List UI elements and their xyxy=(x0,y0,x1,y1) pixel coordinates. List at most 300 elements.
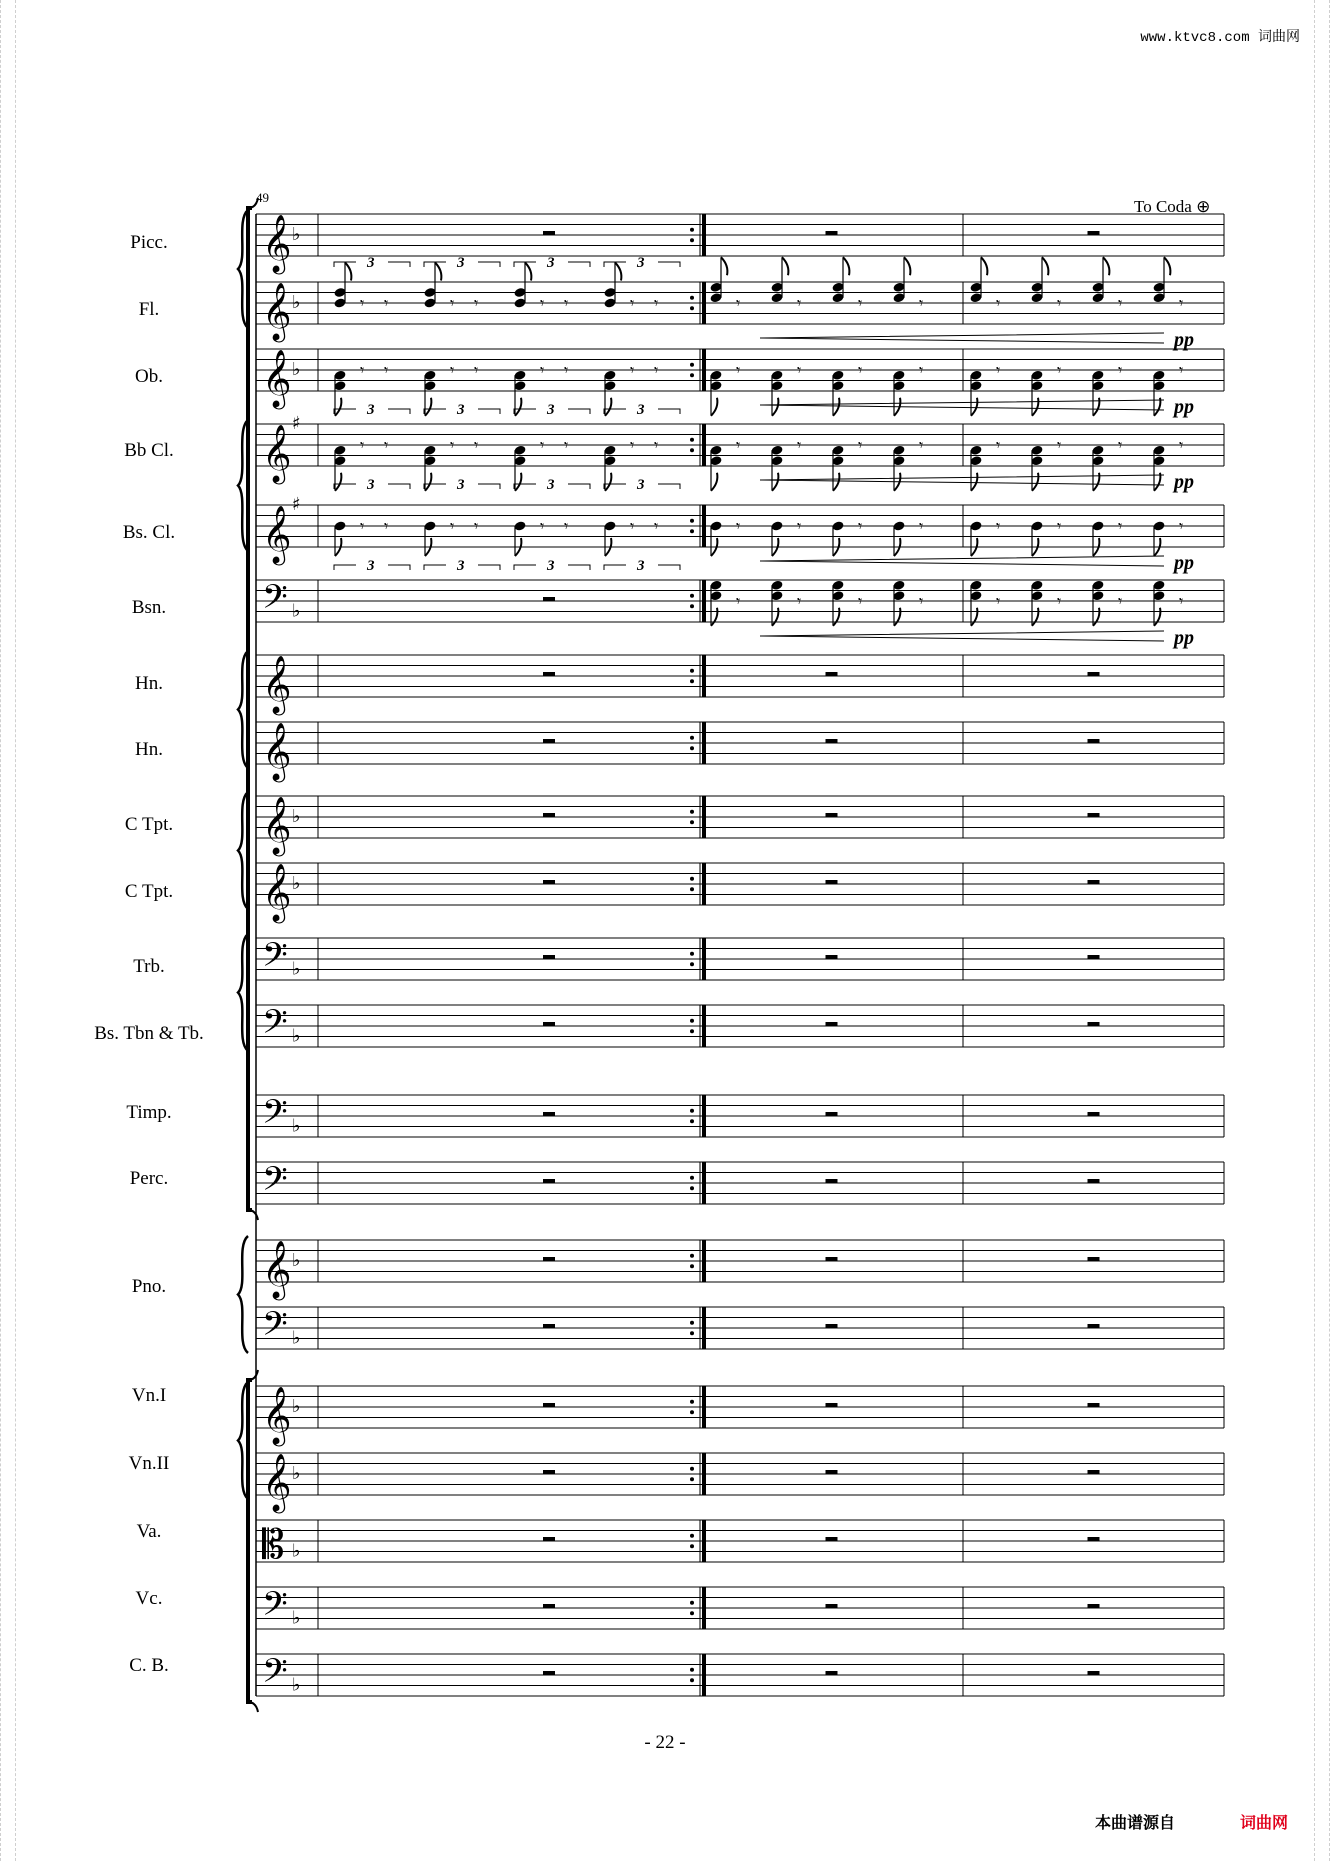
eighth-rest: 𝄾 xyxy=(450,516,455,536)
measure-rest xyxy=(543,739,555,743)
flat-icon: ♭ xyxy=(292,1607,301,1629)
eighth-rest: 𝄾 xyxy=(858,435,863,455)
footer-site-logo: 词曲网 xyxy=(1240,1813,1289,1832)
active-part xyxy=(333,435,1194,493)
treble-clef-icon: 𝄞 xyxy=(262,1386,292,1444)
eighth-rest: 𝄾 xyxy=(1179,293,1184,313)
note-flag xyxy=(435,263,441,281)
eighth-rest: 𝄾 xyxy=(384,360,389,380)
staff xyxy=(256,655,1224,716)
staff xyxy=(256,1161,1224,1207)
eighth-rest: 𝄾 xyxy=(736,591,741,611)
eighth-rest: 𝄾 xyxy=(654,360,659,380)
note-flag xyxy=(1164,257,1170,275)
instrument-label: Fl. xyxy=(138,299,160,320)
eighth-rest: 𝄾 xyxy=(797,435,802,455)
measure-rest xyxy=(826,1257,838,1261)
measure-rest xyxy=(1088,1179,1100,1183)
eighth-rest: 𝄾 xyxy=(360,516,365,536)
note-flag xyxy=(971,398,977,416)
measure-rest xyxy=(543,1022,555,1026)
tuplet-number: 3 xyxy=(367,477,375,493)
note-flag xyxy=(605,473,611,491)
note-flag xyxy=(981,257,987,275)
tuplet-number: 3 xyxy=(547,255,555,271)
page-number: - 22 - xyxy=(644,1732,686,1753)
measure-rest xyxy=(543,813,555,817)
measure-rest xyxy=(1088,672,1100,676)
instrument-label: Pno. xyxy=(131,1276,167,1297)
measure-rest xyxy=(1088,1022,1100,1026)
eighth-rest: 𝄾 xyxy=(736,516,741,536)
repeat-dot xyxy=(690,238,694,242)
treble-clef-icon: 𝄞 xyxy=(262,796,292,854)
repeat-dot xyxy=(690,1477,694,1481)
repeat-dot xyxy=(690,1019,694,1023)
active-part xyxy=(333,516,1194,574)
eighth-rest: 𝄾 xyxy=(450,293,455,313)
tuplet-number: 3 xyxy=(637,477,645,493)
repeat-dot xyxy=(690,746,694,750)
measure-rest xyxy=(543,1470,555,1474)
tuplet-number: 3 xyxy=(457,477,465,493)
repeat-dot xyxy=(690,519,694,523)
eighth-rest: 𝄾 xyxy=(858,591,863,611)
eighth-rest: 𝄾 xyxy=(1057,293,1062,313)
measure-rest xyxy=(1088,1537,1100,1541)
note-flag xyxy=(345,263,351,281)
eighth-rest: 𝄾 xyxy=(919,591,924,611)
measure-rest xyxy=(826,1403,838,1407)
eighth-rest: 𝄾 xyxy=(736,360,741,380)
flat-icon: ♭ xyxy=(292,1327,301,1349)
measure-rest xyxy=(826,1671,838,1675)
tuplet-number: 3 xyxy=(367,255,375,271)
eighth-rest: 𝄾 xyxy=(360,360,365,380)
eighth-rest: 𝄾 xyxy=(736,293,741,313)
staff-pair-brace xyxy=(238,1236,248,1353)
measure-rest xyxy=(1088,1324,1100,1328)
flat-icon: ♭ xyxy=(292,1674,301,1696)
note-flag xyxy=(525,263,531,281)
measure-rest xyxy=(543,1324,555,1328)
repeat-dot xyxy=(690,810,694,814)
eighth-rest: 𝄾 xyxy=(1118,293,1123,313)
note-flag xyxy=(515,398,521,416)
eighth-rest: 𝄾 xyxy=(1118,360,1123,380)
sharp-icon: ♯ xyxy=(292,413,301,434)
flat-icon: ♭ xyxy=(292,1025,301,1047)
note-flag xyxy=(1103,257,1109,275)
eighth-rest: 𝄾 xyxy=(474,360,479,380)
eighth-rest: 𝄾 xyxy=(630,293,635,313)
note-flag xyxy=(335,473,341,491)
note-flag xyxy=(971,473,977,491)
instrument-label: Vn.II xyxy=(128,1453,170,1474)
repeat-dot xyxy=(690,820,694,824)
measure-rest xyxy=(543,597,555,601)
flat-icon: ♭ xyxy=(292,873,301,894)
eighth-rest: 𝄾 xyxy=(919,435,924,455)
instrument-label: Vn.I xyxy=(131,1385,167,1406)
tuplet-number: 3 xyxy=(637,558,645,574)
note-flag xyxy=(1032,473,1038,491)
instrument-label: Perc. xyxy=(129,1168,169,1189)
note-flag xyxy=(843,257,849,275)
note-flag xyxy=(711,473,717,491)
eighth-rest: 𝄾 xyxy=(564,360,569,380)
repeat-dot xyxy=(690,1119,694,1123)
staff xyxy=(256,214,1224,275)
note-flag xyxy=(782,257,788,275)
flat-icon: ♭ xyxy=(292,1463,301,1484)
eighth-rest: 𝄾 xyxy=(996,591,1001,611)
treble-clef-icon: 𝄞 xyxy=(262,214,292,272)
staff xyxy=(256,1004,1224,1050)
eighth-rest: 𝄾 xyxy=(564,516,569,536)
eighth-rest: 𝄾 xyxy=(540,516,545,536)
repeat-dot xyxy=(690,1264,694,1268)
staff xyxy=(256,1386,1224,1447)
repeat-dot xyxy=(690,962,694,966)
eighth-rest: 𝄾 xyxy=(360,435,365,455)
repeat-dot xyxy=(690,1176,694,1180)
dynamic-marking: pp xyxy=(1174,329,1194,351)
eighth-rest: 𝄾 xyxy=(797,360,802,380)
flat-icon: ♭ xyxy=(292,359,301,380)
note-flag xyxy=(833,473,839,491)
repeat-dot xyxy=(690,296,694,300)
note-flag xyxy=(1093,608,1099,626)
measure-rest xyxy=(826,1324,838,1328)
staff xyxy=(256,863,1224,924)
tuplet-number: 3 xyxy=(457,402,465,418)
eighth-rest: 𝄾 xyxy=(540,293,545,313)
eighth-rest: 𝄾 xyxy=(474,435,479,455)
eighth-rest: 𝄾 xyxy=(996,435,1001,455)
measure-rest xyxy=(1088,955,1100,959)
measure-rest xyxy=(1088,1671,1100,1675)
flat-icon: ♭ xyxy=(292,1250,301,1271)
staff xyxy=(256,1520,1224,1568)
tuplet-number: 3 xyxy=(547,402,555,418)
treble-clef-icon: 𝄞 xyxy=(262,1453,292,1511)
repeat-dot xyxy=(690,1109,694,1113)
repeat-dot xyxy=(690,604,694,608)
eighth-rest: 𝄾 xyxy=(360,293,365,313)
instrument-label: Bb Cl. xyxy=(124,440,174,461)
measure-rest xyxy=(543,955,555,959)
measure-rest xyxy=(543,1671,555,1675)
repeat-dot xyxy=(690,1400,694,1404)
dynamic-marking: pp xyxy=(1174,471,1194,493)
instrument-label: Bsn. xyxy=(131,597,167,618)
eighth-rest: 𝄾 xyxy=(1118,516,1123,536)
measure-rest xyxy=(1088,1403,1100,1407)
dynamic-marking: pp xyxy=(1174,552,1194,574)
footer-source-text: 本曲谱源自 xyxy=(1095,1813,1176,1832)
tuplet-number: 3 xyxy=(637,255,645,271)
tuplet-number: 3 xyxy=(457,558,465,574)
eighth-rest: 𝄾 xyxy=(1179,360,1184,380)
instrument-label: Picc. xyxy=(130,232,168,253)
treble-clef-icon: 𝄞 xyxy=(262,424,292,482)
bass-clef-icon: 𝄢 xyxy=(262,1652,288,1699)
flat-icon: ♭ xyxy=(292,600,301,622)
note-flag xyxy=(615,263,621,281)
eighth-rest: 𝄾 xyxy=(654,516,659,536)
repeat-dot xyxy=(690,448,694,452)
repeat-dot xyxy=(690,438,694,442)
measure-rest xyxy=(826,880,838,884)
tuplet-number: 3 xyxy=(547,477,555,493)
bass-clef-icon: 𝄢 xyxy=(262,1585,288,1632)
treble-clef-icon: 𝄞 xyxy=(262,863,292,921)
repeat-dot xyxy=(690,1678,694,1682)
measure-rest xyxy=(826,955,838,959)
eighth-rest: 𝄾 xyxy=(474,293,479,313)
tuplet-number: 3 xyxy=(637,402,645,418)
flat-icon: ♭ xyxy=(292,1115,301,1137)
measure-rest xyxy=(1088,880,1100,884)
tuplet-number: 3 xyxy=(367,402,375,418)
repeat-dot xyxy=(690,594,694,598)
flat-icon: ♭ xyxy=(292,292,301,313)
repeat-dot xyxy=(690,1534,694,1538)
eighth-rest: 𝄾 xyxy=(654,293,659,313)
eighth-rest: 𝄾 xyxy=(996,516,1001,536)
eighth-rest: 𝄾 xyxy=(996,293,1001,313)
eighth-rest: 𝄾 xyxy=(450,435,455,455)
measure-rest xyxy=(543,1403,555,1407)
tuplet-number: 3 xyxy=(367,558,375,574)
eighth-rest: 𝄾 xyxy=(450,360,455,380)
eighth-rest: 𝄾 xyxy=(564,293,569,313)
measure-rest xyxy=(543,880,555,884)
dynamic-marking: pp xyxy=(1174,396,1194,418)
measure-rest xyxy=(1088,1257,1100,1261)
repeat-dot xyxy=(690,1321,694,1325)
note-flag xyxy=(1032,398,1038,416)
repeat-dot xyxy=(690,1029,694,1033)
measure-rest xyxy=(543,1537,555,1541)
measure-rest xyxy=(543,1112,555,1116)
staff xyxy=(256,937,1224,983)
staff xyxy=(256,1240,1224,1301)
repeat-dot xyxy=(690,363,694,367)
instrument-label: Vc. xyxy=(135,1588,163,1609)
note-flag xyxy=(721,257,727,275)
instrument-label: Va. xyxy=(136,1521,162,1542)
instrument-label: Bs. Cl. xyxy=(122,522,176,543)
bass-clef-icon: 𝄢 xyxy=(262,1093,288,1140)
winds-brass-bracket xyxy=(248,208,252,1210)
eighth-rest: 𝄾 xyxy=(858,360,863,380)
eighth-rest: 𝄾 xyxy=(919,516,924,536)
measure-rest xyxy=(826,1537,838,1541)
tuplet-number: 3 xyxy=(457,255,465,271)
eighth-rest: 𝄾 xyxy=(654,435,659,455)
eighth-rest: 𝄾 xyxy=(1057,360,1062,380)
eighth-rest: 𝄾 xyxy=(797,591,802,611)
eighth-rest: 𝄾 xyxy=(1179,516,1184,536)
decrescendo-hairpin xyxy=(760,333,1164,343)
instrument-label: C Tpt. xyxy=(124,881,174,902)
eighth-rest: 𝄾 xyxy=(474,516,479,536)
note-flag xyxy=(833,398,839,416)
to-coda-text: To Coda xyxy=(1134,197,1192,216)
flat-icon: ♭ xyxy=(292,1396,301,1417)
note-flag xyxy=(894,608,900,626)
instrument-label: Trb. xyxy=(133,956,165,977)
note-flag xyxy=(904,257,910,275)
eighth-rest: 𝄾 xyxy=(564,435,569,455)
bass-clef-icon: 𝄢 xyxy=(262,578,288,625)
treble-clef-icon: 𝄞 xyxy=(262,655,292,713)
measure-rest xyxy=(543,1257,555,1261)
repeat-dot xyxy=(690,1331,694,1335)
flat-icon: ♭ xyxy=(292,958,301,980)
repeat-dot xyxy=(690,1611,694,1615)
repeat-dot xyxy=(690,887,694,891)
repeat-dot xyxy=(690,877,694,881)
measure-rest xyxy=(826,813,838,817)
eighth-rest: 𝄾 xyxy=(797,516,802,536)
note-flag xyxy=(772,608,778,626)
note-flag xyxy=(335,398,341,416)
bass-clef-icon: 𝄢 xyxy=(262,1003,288,1050)
measure-rest xyxy=(1088,1112,1100,1116)
instrument-label: Hn. xyxy=(135,739,163,760)
measure-rest xyxy=(826,739,838,743)
flat-icon: ♭ xyxy=(292,1540,301,1562)
measure-rest xyxy=(543,672,555,676)
eighth-rest: 𝄾 xyxy=(797,293,802,313)
measure-rest xyxy=(826,1470,838,1474)
eighth-rest: 𝄾 xyxy=(858,516,863,536)
note-flag xyxy=(515,473,521,491)
site-url-text: www.ktvc8.com xyxy=(1140,30,1250,46)
instrument-label: Bs. Tbn & Tb. xyxy=(94,1023,204,1044)
staff xyxy=(256,1653,1224,1699)
repeat-dot xyxy=(690,669,694,673)
measure-rest xyxy=(1088,813,1100,817)
eighth-rest: 𝄾 xyxy=(736,435,741,455)
decrescendo-hairpin xyxy=(760,556,1164,566)
note-flag xyxy=(605,398,611,416)
measure-rest xyxy=(543,1179,555,1183)
eighth-rest: 𝄾 xyxy=(1179,591,1184,611)
measure-rest xyxy=(826,1112,838,1116)
decrescendo-hairpin xyxy=(760,631,1164,641)
staff xyxy=(256,722,1224,783)
eighth-rest: 𝄾 xyxy=(1057,591,1062,611)
strings-bracket xyxy=(248,1380,252,1702)
repeat-dot xyxy=(690,1467,694,1471)
treble-clef-icon: 𝄞 xyxy=(262,1240,292,1298)
measure-rest xyxy=(826,1022,838,1026)
repeat-dot xyxy=(690,373,694,377)
site-name-header: 词曲网 xyxy=(1258,29,1300,45)
eighth-rest: 𝄾 xyxy=(1118,591,1123,611)
eighth-rest: 𝄾 xyxy=(996,360,1001,380)
repeat-dot xyxy=(690,1668,694,1672)
active-part xyxy=(333,360,1194,418)
instrument-label: C. B. xyxy=(129,1655,169,1676)
bass-clef-icon: 𝄢 xyxy=(262,936,288,983)
eighth-rest: 𝄾 xyxy=(630,516,635,536)
note-flag xyxy=(711,398,717,416)
measure-rest xyxy=(1088,1604,1100,1608)
measure-rest xyxy=(1088,231,1100,235)
instrument-label: Timp. xyxy=(126,1102,172,1123)
repeat-dot xyxy=(690,1410,694,1414)
staff xyxy=(256,1306,1224,1352)
repeat-dot xyxy=(690,529,694,533)
note-flag xyxy=(971,608,977,626)
measure-rest xyxy=(1088,1470,1100,1474)
tuplet-number: 3 xyxy=(547,558,555,574)
repeat-dot xyxy=(690,228,694,232)
treble-clef-icon: 𝄞 xyxy=(262,505,292,563)
note-flag xyxy=(425,398,431,416)
eighth-rest: 𝄾 xyxy=(1118,435,1123,455)
note-flag xyxy=(772,473,778,491)
dynamic-marking: pp xyxy=(1174,627,1194,649)
staff xyxy=(256,1453,1224,1514)
note-flag xyxy=(711,608,717,626)
measure-number: 49 xyxy=(256,190,269,205)
eighth-rest: 𝄾 xyxy=(540,360,545,380)
eighth-rest: 𝄾 xyxy=(919,360,924,380)
sharp-icon: ♯ xyxy=(292,494,301,515)
repeat-dot xyxy=(690,679,694,683)
repeat-dot xyxy=(690,952,694,956)
decrescendo-hairpin xyxy=(760,475,1164,485)
eighth-rest: 𝄾 xyxy=(540,435,545,455)
note-flag xyxy=(425,473,431,491)
flat-icon: ♭ xyxy=(292,224,301,245)
treble-clef-icon: 𝄞 xyxy=(262,282,292,340)
measure-rest xyxy=(1088,739,1100,743)
measure-rest xyxy=(543,1604,555,1608)
measure-rest xyxy=(826,672,838,676)
note-flag xyxy=(833,608,839,626)
repeat-dot xyxy=(690,1544,694,1548)
staff xyxy=(256,1094,1224,1140)
repeat-dot xyxy=(690,1254,694,1258)
staff xyxy=(256,1586,1224,1632)
repeat-dot xyxy=(690,1601,694,1605)
note-flag xyxy=(1154,608,1160,626)
eighth-rest: 𝄾 xyxy=(1057,516,1062,536)
eighth-rest: 𝄾 xyxy=(630,435,635,455)
alto-clef-icon: 𝄡 xyxy=(262,1521,285,1568)
decrescendo-hairpin xyxy=(760,400,1164,410)
eighth-rest: 𝄾 xyxy=(384,435,389,455)
measure-rest xyxy=(826,231,838,235)
eighth-rest: 𝄾 xyxy=(384,293,389,313)
bass-clef-icon: 𝄢 xyxy=(262,1305,288,1352)
repeat-dot xyxy=(690,736,694,740)
measure-rest xyxy=(543,231,555,235)
flat-icon: ♭ xyxy=(292,806,301,827)
coda-icon: ⊕ xyxy=(1196,197,1211,217)
bass-clef-icon: 𝄢 xyxy=(262,1160,288,1207)
note-flag xyxy=(1042,257,1048,275)
instrument-label: C Tpt. xyxy=(124,814,174,835)
note-flag xyxy=(1032,608,1038,626)
